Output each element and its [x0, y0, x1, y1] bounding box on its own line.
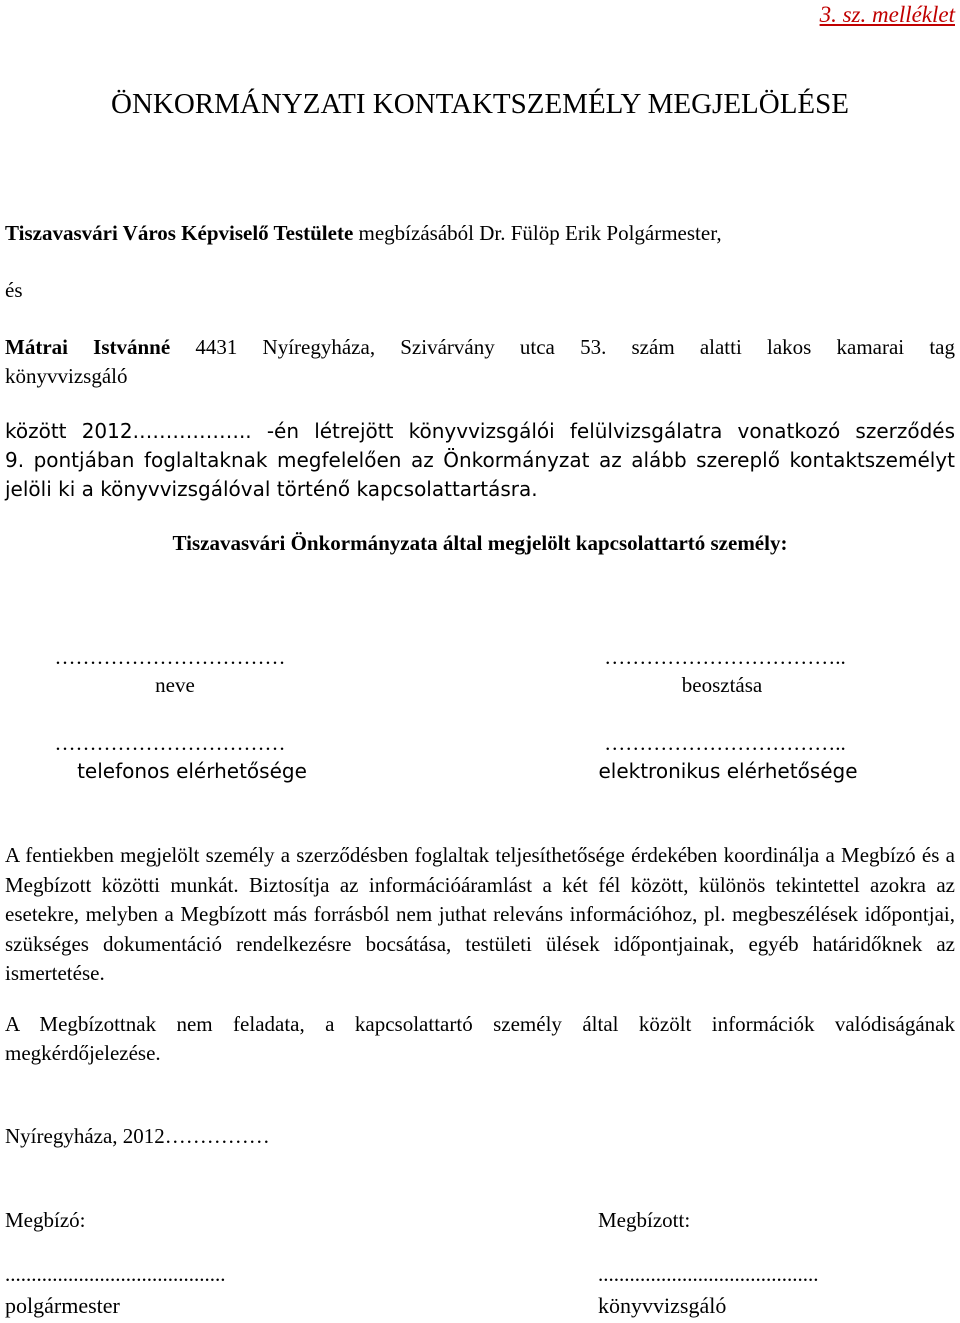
section-subtitle: Tiszavasvári Önkormányzata által megjelölt kapcsolattartó személy: [172, 531, 788, 555]
contract-line-2: 9. pontjában foglaltaknak megfelelően az Önkormányzat az alább szereplő kontaktszemélyt [5, 448, 955, 472]
agent-signature-dots: .......................................... [598, 1262, 819, 1286]
email-dots: …………………………….. [604, 731, 846, 755]
position-dots: …………………………….. [604, 645, 846, 669]
principal-signature-dots: .......................................... [5, 1262, 226, 1286]
contract-line-1: között 2012.…………….. -én létrejött könyvvizsgálói felülvizsgálatra vonatkozó szerződés [5, 419, 955, 443]
agent-label: Megbízott: [598, 1208, 691, 1232]
party-one-line [5, 219, 955, 248]
party-one-rest: megbízásából Dr. Fülöp Erik Polgármester, [353, 221, 722, 245]
principal-label: Megbízó: [5, 1208, 86, 1232]
party-two-role: könyvvizsgáló [5, 364, 128, 388]
agent-role: könyvvizsgáló [598, 1293, 727, 1318]
annex-label: 3. sz. melléklet [819, 2, 955, 27]
phone-dots: …………………………… [54, 731, 286, 755]
phone-label: telefonos elérhetősége [77, 759, 307, 783]
party-two-line [5, 333, 955, 362]
principal-role: polgármester [5, 1293, 120, 1318]
body-paragraph-2: A Megbízottnak nem feladata, a kapcsolattartó személy által közölt információk valódiságának megkérdőjelezése. [5, 1012, 955, 1065]
name-label: neve [155, 673, 195, 697]
party-two-address: 4431 Nyíregyháza, Szivárvány utca 53. szám alatti lakos kamarai tag [170, 335, 955, 359]
party-two-name: Mátrai Istvánné [5, 335, 171, 359]
party-one-name: Tiszavasvári Város Képviselő Testülete [5, 221, 354, 245]
page-title: ÖNKORMÁNYZATI KONTAKTSZEMÉLY MEGJELÖLÉSE [111, 88, 849, 120]
place-date: Nyíregyháza, 2012…………… [5, 1124, 270, 1148]
contract-line-3: jelöli ki a könyvvizsgálóval történő kapcsolattartásra. [5, 477, 538, 501]
position-label: beosztása [681, 673, 763, 697]
email-label: elektronikus elérhetősége [598, 759, 858, 783]
and-word: és [5, 278, 23, 302]
name-dots: …………………………… [54, 645, 286, 669]
body-paragraph-1: A fentiekben megjelölt személy a szerződésben foglaltak teljesíthetősége érdekében koordinálja a Megbízó és a Megbízott közötti munkát. Biztosítja az információáramlást a két fél között, különös tekintettel azokra az esetekre, melyben a Megbízott más forrásból nem juthat releváns információhoz, pl. megbeszélések időpontjai, szükséges dokumentáció rendelkezésre bocsátása, testületi ülések időpontjainak, egyéb határidőknek az ismertetése. [5, 843, 955, 985]
